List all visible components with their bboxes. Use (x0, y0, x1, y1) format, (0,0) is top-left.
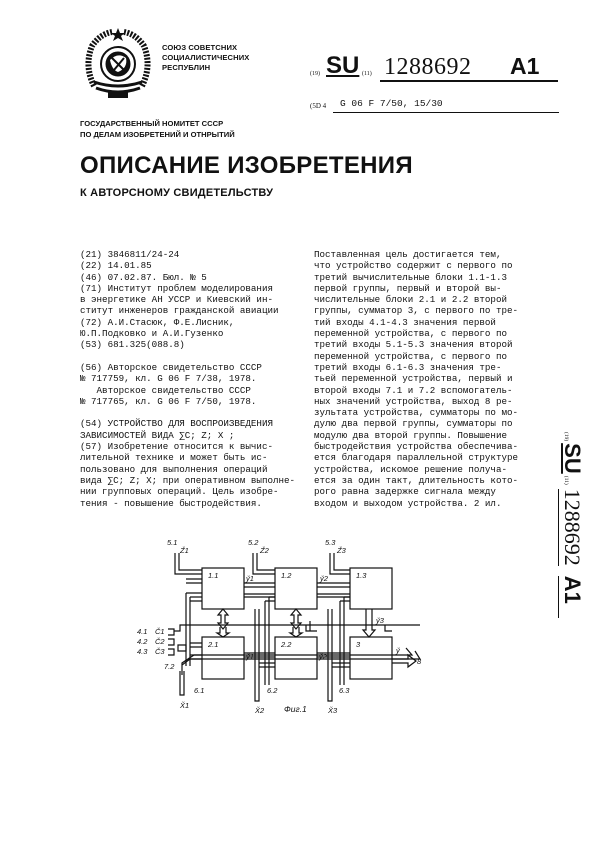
label-y3: y̆3 (376, 616, 384, 625)
label-x3: X̆3 (328, 706, 338, 715)
label-input-6-1: 6.1 (194, 686, 205, 695)
label-c3: C̆3 (155, 647, 165, 656)
label-y-out: y̆ (396, 646, 400, 655)
ipc-underline (333, 112, 559, 113)
bibliography-line: № 717759, кл. G 06 F 7/38, 1978. (80, 373, 257, 385)
abstract-line: третий вычислительные блоки 1.1-1.3 (314, 271, 507, 283)
abstract-line: переменной устройства, с первого по (314, 328, 507, 340)
issuing-committee (80, 119, 235, 140)
bibliography-line: вида ∑C; Z; X; при оперативном выполне- (80, 474, 296, 486)
label-c2: C̆2 (155, 637, 165, 646)
label-input-5-2: 5.2 (248, 538, 259, 547)
abstract-line: ных значений устройства, выход 8 ре- (314, 395, 513, 407)
abstract-line: входом и выходом устройства. 2 ил. (314, 497, 502, 509)
abstract-line: группы, сумматор 3, с первого по тре- (314, 305, 518, 317)
abstract-line: второй входы 7.1 и 7.2 вспомогатель- (314, 384, 513, 396)
label-output-8: 8 (417, 657, 422, 666)
side-stamp (548, 430, 588, 700)
label-z1: Z̆1 (180, 546, 189, 555)
abstract-line: числительные блоки 2.1 и 2.2 второй (314, 294, 507, 306)
abstract-line: тий входы 4.1-4.3 значения первой (314, 316, 496, 328)
bibliography-line: (21) 3846811/24-24 (80, 249, 180, 260)
bibliography-line: (46) 07.02.87. Бюл. № 5 (80, 271, 207, 283)
issuing-country (162, 43, 249, 73)
bibliography-line: (53) 681.325(088.8) (80, 339, 185, 351)
bibliographic-data (80, 249, 295, 509)
bibliography-line: ЗАВИСИМОСТЕЙ ВИДА ∑C; Z; X ; (80, 429, 235, 441)
label-y2-top: y̆2 (320, 574, 328, 583)
abstract-line: переменной устройства, с первого по (314, 350, 507, 362)
circuit-diagram-figure (137, 535, 422, 715)
abstract-line: ется за один такт, длительность кото- (314, 474, 518, 486)
committee-line: ПО ДЕЛАМ ИЗОБРЕТЕНИЙ И ОТНРЫТИЙ (80, 129, 235, 139)
bibliography-line: (71) Институт проблем моделирования (80, 282, 273, 294)
abstract-line: дулю два первой группы, сумматоры по (314, 418, 513, 430)
bibliography-line: Ю.П.Подковко и А.И.Гузенко (80, 328, 224, 340)
label-z2: Z̆2 (260, 546, 269, 555)
label-y2-bottom: y̆2 (319, 652, 327, 661)
label-input-6-3: 6.3 (339, 686, 350, 695)
abstract-line: устройства, искомое решение получа- (314, 463, 507, 475)
bibliography-line: Авторское свидетельство СССР (80, 384, 251, 396)
country-line: СОЮЗ СОВЕТСНИХ (162, 43, 238, 52)
abstract-line: зультата устройства, сумматоры по мо- (314, 407, 518, 419)
abstract-line: тьей переменной устройства, первый и (314, 373, 513, 385)
label-x2: X̆2 (255, 706, 265, 715)
bibliography-line: в энергетике АН УССР и Киевский ин- (80, 294, 273, 306)
label-z3: Z̆3 (337, 546, 346, 555)
country-line: РЕСПУБЛИН (162, 63, 211, 72)
figure-caption: Фиг.1 (284, 704, 307, 714)
bibliography-line: № 717765, кл. G 06 F 7/50, 1978. (80, 395, 257, 407)
bibliography-line: (57) Изобретение относится к вычис- (80, 441, 273, 453)
label-input-4-2: 4.2 (137, 637, 148, 646)
label-input-4-1: 4.1 (137, 627, 148, 636)
bibliography-line (80, 351, 295, 362)
country-line: СОЦИАЛИСТИЧЕСНИХ (162, 53, 250, 62)
bibliography-line: пользовано для выполнения операций (80, 463, 268, 475)
inid-code-11: (11) (362, 71, 372, 77)
abstract-line: ется благодаря параллельной структуре (314, 452, 518, 464)
label-block-1-1: 1.1 (208, 571, 219, 580)
abstract-continued (314, 249, 518, 509)
bibliography-line: лительной технике и может быть ис- (80, 452, 268, 464)
country-code: SU (326, 52, 360, 79)
abstract-line: модулю два второй группы. Повышение (314, 429, 507, 441)
label-c1: C̆1 (155, 627, 165, 636)
label-input-5-3: 5.3 (325, 538, 336, 547)
abstract-line: третий входы 6.1-6.3 значения тре- (314, 361, 502, 373)
number-underline (380, 80, 558, 82)
side-kind-code: A1 (558, 576, 585, 618)
patent-number: 1288692 (384, 54, 472, 80)
bibliography-line: тения - повышение быстродействия. (80, 497, 262, 509)
bibliography-line: (56) Авторское свидетельство СССР (80, 361, 262, 373)
bibliography-line: ститут инженеров гражданской авиации (80, 305, 279, 317)
label-block-2-2: 2.2 (281, 640, 292, 649)
kind-code: A1 (510, 53, 540, 79)
abstract-line: Поставленная цель достигается тем, (314, 249, 502, 260)
label-input-6-2: 6.2 (267, 686, 278, 695)
label-y1-bottom: y̆1 (246, 652, 254, 661)
side-inid-code-19: (19) (563, 432, 569, 442)
document-subtitle: К АВТОРСНОМУ СВИДЕТЕЛЬСТВУ (80, 187, 274, 199)
label-block-3: 3 (356, 640, 361, 649)
abstract-line: быстродействия устройства обеспечива- (314, 441, 518, 453)
ipc-classification: G 06 F 7/50, 15/30 (340, 98, 443, 109)
label-input-7-2: 7.2 (164, 662, 175, 671)
ussr-emblem-icon (82, 24, 154, 102)
label-input-4-3: 4.3 (137, 647, 148, 656)
bibliography-line: нии групповых операций. Цель изобре- (80, 486, 279, 498)
side-patent-number: 1288692 (560, 488, 585, 566)
label-block-1-3: 1.3 (356, 571, 367, 580)
label-block-2-1: 2.1 (208, 640, 219, 649)
inid-code-51: (5D 4 (310, 102, 327, 110)
label-block-1-2: 1.2 (281, 571, 292, 580)
inid-code-19: (19) (310, 71, 320, 77)
document-title: ОПИСАНИЕ ИЗОБРЕТЕНИЯ (80, 152, 413, 179)
label-input-5-1: 5.1 (167, 538, 178, 547)
bibliography-line: (22) 14.01.85 (80, 260, 152, 272)
bibliography-line: (72) А.И.Стасюк, Ф.Е.Лисник, (80, 316, 235, 328)
abstract-line: что устройство содержит с первого по (314, 260, 513, 272)
label-y1-top: y̆1 (246, 574, 254, 583)
bibliography-line (80, 407, 295, 418)
abstract-line: рого равна задержке сигнала между (314, 486, 496, 498)
abstract-line: третий входы 5.1-5.3 значения второй (314, 339, 513, 351)
side-country-code: SU (560, 443, 585, 474)
label-x1: X̆1 (180, 701, 190, 710)
side-inid-code-11: (11) (563, 475, 569, 485)
bibliography-line: (54) УСТРОЙСТВО ДЛЯ ВОСПРОИЗВЕДЕНИЯ (80, 418, 273, 430)
abstract-line: первой группы, первый и второй вы- (314, 282, 502, 294)
committee-line: ГОСУДАРСТВЕННЫЙ НОМИТЕТ СССР (80, 119, 224, 128)
